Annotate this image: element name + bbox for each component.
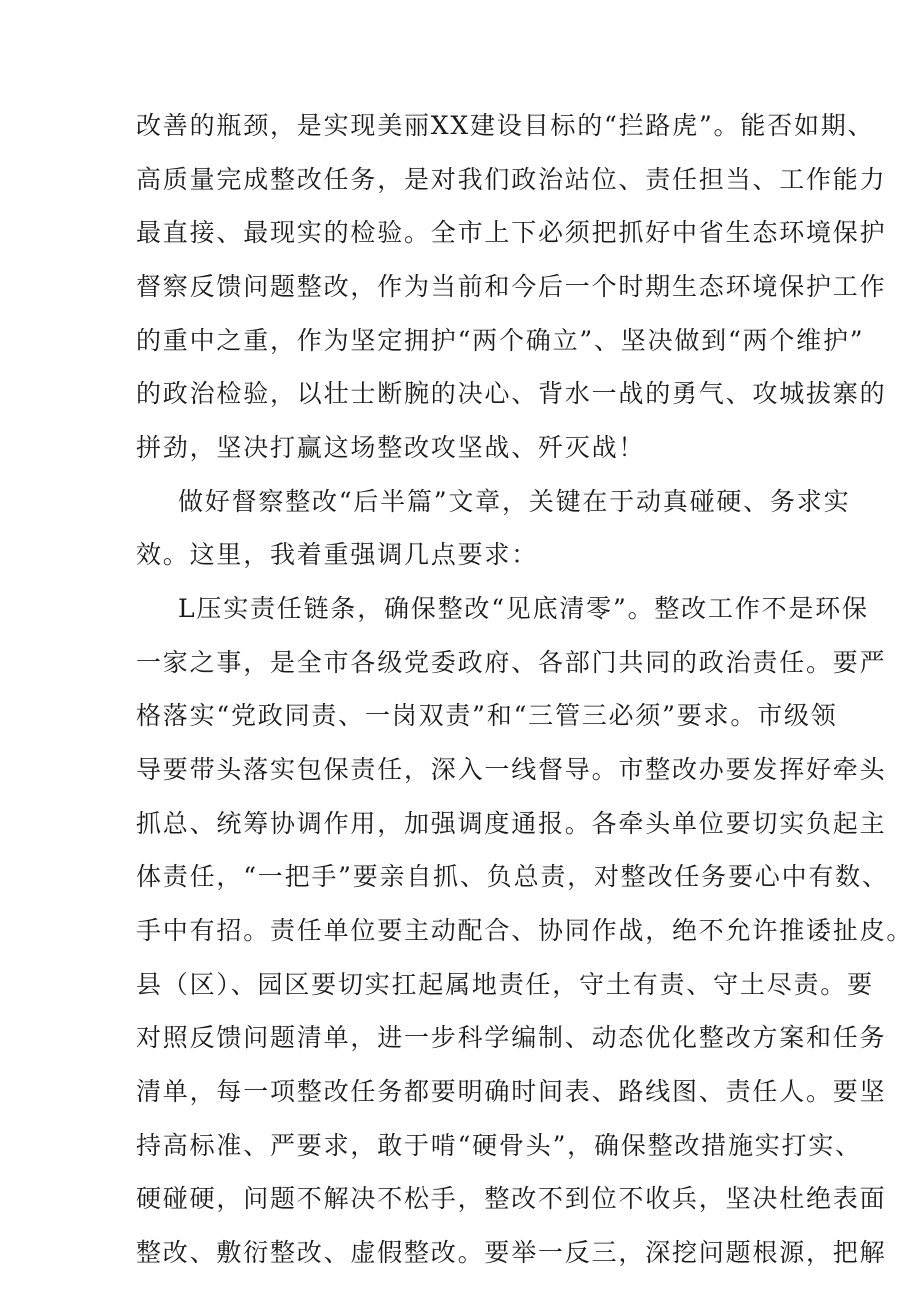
text-line: 的政治检验，以壮士断腕的决心、背水一战的勇气、攻城拔寨的: [136, 379, 887, 408]
text-line: L压实责任链条，确保整改“见底清零”。整改工作不是环保: [178, 594, 869, 623]
text-line: 硬碰硬，问题不解决不松手，整改不到位不收兵，坚决杜绝表面: [136, 1184, 887, 1213]
text-line: 手中有招。责任单位要主动配合、协同作战，绝不允许推诿扯皮。: [136, 916, 914, 945]
text-line: 改善的瓶颈，是实现美丽XX建设目标的“拦路虎”。能否如期、: [136, 111, 875, 140]
text-line: 格落实“党政同责、一岗双责”和“三管三必须”要求。市级领: [136, 701, 838, 730]
text-line: 体责任，“一把手”要亲自抓、负总责，对整改任务要心中有数、: [136, 862, 889, 891]
text-line: 拼劲，坚决打赢这场整改攻坚战、歼灭战！: [136, 433, 646, 462]
text-line: 导要带头落实包保责任，深入一线督导。市整改办要发挥好牵头: [136, 755, 887, 784]
text-line: 整改、敷衍整改、虚假整改。要举一反三，深挖问题根源，把解: [136, 1238, 887, 1267]
text-line: 效。这里，我着重强调几点要求：: [136, 540, 539, 569]
text-line: 抓总、统筹协调作用，加强调度通报。各牵头单位要切实负起主: [136, 809, 887, 838]
text-line: 督察反馈问题整改，作为当前和今后一个时期生态环境保护工作: [136, 272, 887, 301]
text-line: 对照反馈问题清单，进一步科学编制、动态优化整改方案和任务: [136, 1023, 887, 1052]
text-line: 做好督察整改“后半篇”文章，关键在于动真碰硬、务求实: [178, 487, 851, 516]
text-line: 清单，每一项整改任务都要明确时间表、路线图、责任人。要坚: [136, 1077, 887, 1106]
text-line: 高质量完成整改任务，是对我们政治站位、责任担当、工作能力: [136, 165, 887, 194]
text-line: 一家之事，是全市各级党委政府、各部门共同的政治责任。要严: [136, 648, 887, 677]
text-line: 的重中之重，作为坚定拥护“两个确立”、坚决做到“两个维护”: [136, 326, 865, 355]
text-line: 县（区）、园区要切实扛起属地责任，守土有责、守土尽责。要: [136, 970, 874, 999]
text-line: 最直接、最现实的检验。全市上下必须把抓好中省生态环境保护: [136, 218, 887, 247]
text-line: 持高标准、严要求，敢于啃“硬骨头”，确保整改措施实打实、: [136, 1131, 862, 1160]
